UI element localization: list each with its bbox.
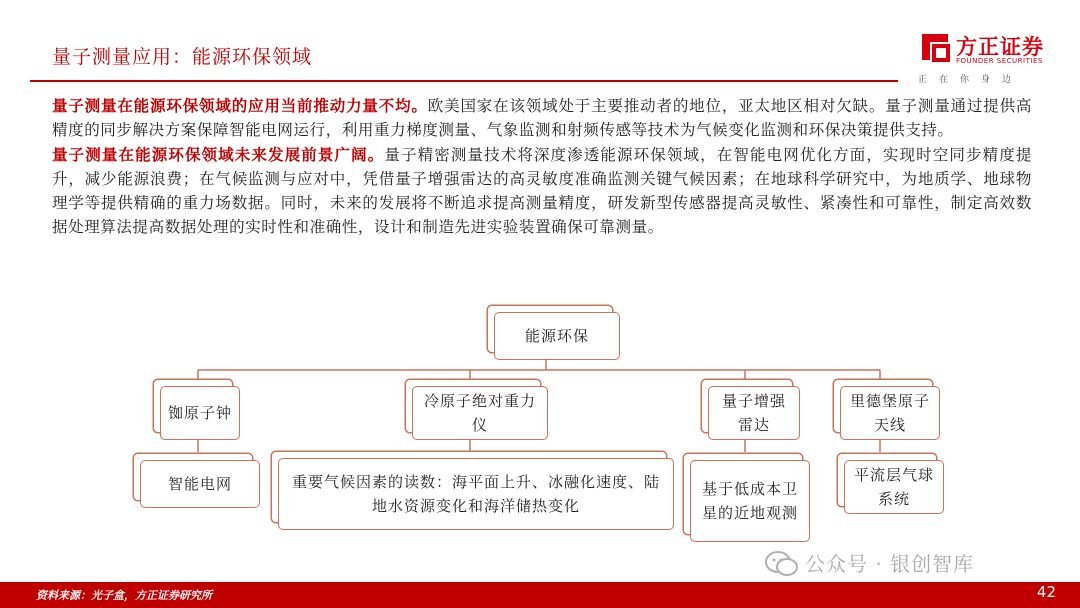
tree-node-cold-atom-gravimeter: 冷原子绝对重力仪 bbox=[412, 386, 548, 440]
wechat-watermark-icon bbox=[765, 550, 799, 578]
logo-name-cn: 方正证券 bbox=[956, 35, 1044, 59]
logo-slogan: 正在你身边 bbox=[918, 75, 1024, 85]
tree-node-rubidium-clock: 铷原子钟 bbox=[160, 386, 240, 440]
watermark-text: 公众号 · 银创智库 bbox=[805, 552, 975, 576]
logo-name-en: FOUNDER SECURITIES bbox=[956, 57, 1043, 65]
paragraph-2-text: 量子精密测量技术将深度渗透能源环保领域，在智能电网优化方面，实现时空同步精度提升，减少能源浪费；在气候监测与应对中，凭借量子增强雷达的高灵敏度准确监测关键气候因素；在地球科学研究中，为地质学、地球物理学等提供精确的重力场数据。同时，未来的发展将不断追求提高测量精度，研发新型传感器提高灵敏性、紧凑性和可靠性，制定高效数据处理算法提高数据处理的实时性和准确性，设计和制造先进实验装置确保可靠测量。 bbox=[52, 145, 1032, 237]
slide-title: 量子测量应用：能源环保领域 bbox=[52, 46, 313, 68]
tree-root-node: 能源环保 bbox=[494, 312, 620, 360]
paragraph-1-lead: 量子测量在能源环保领域的应用当前推动力量不均。 bbox=[52, 96, 428, 115]
tree-leaf-stratospheric-balloon: 平流层气球系统 bbox=[844, 460, 944, 514]
paragraph-1-text: 欧美国家在该领域处于主要推动者的地位，亚太地区相对欠缺。量子测量通过提供高精度的同步解决方案保障智能电网运行，利用重力梯度测量、气象监测和射频传感等技术为气候变化监测和环保决策提供支持。 bbox=[52, 97, 1033, 140]
tree-node-quantum-radar: 量子增强雷达 bbox=[708, 386, 800, 440]
tree-leaf-smart-grid: 智能电网 bbox=[140, 460, 260, 508]
tree-node-rydberg-antenna: 里德堡原子天线 bbox=[840, 386, 940, 440]
tree-leaf-satellite-observation: 基于低成本卫星的近地观测 bbox=[690, 460, 810, 542]
page-number: 42 bbox=[1036, 583, 1056, 601]
footer-source: 资料来源：光子盒，方正证券研究所 bbox=[36, 589, 212, 602]
paragraph-2-lead: 量子测量在能源环保领域未来发展前景广阔。 bbox=[52, 144, 385, 164]
tree-leaf-climate-factors: 重要气候因素的读数：海平面上升、冰融化速度、陆地水资源变化和海洋储热变化 bbox=[278, 458, 674, 530]
